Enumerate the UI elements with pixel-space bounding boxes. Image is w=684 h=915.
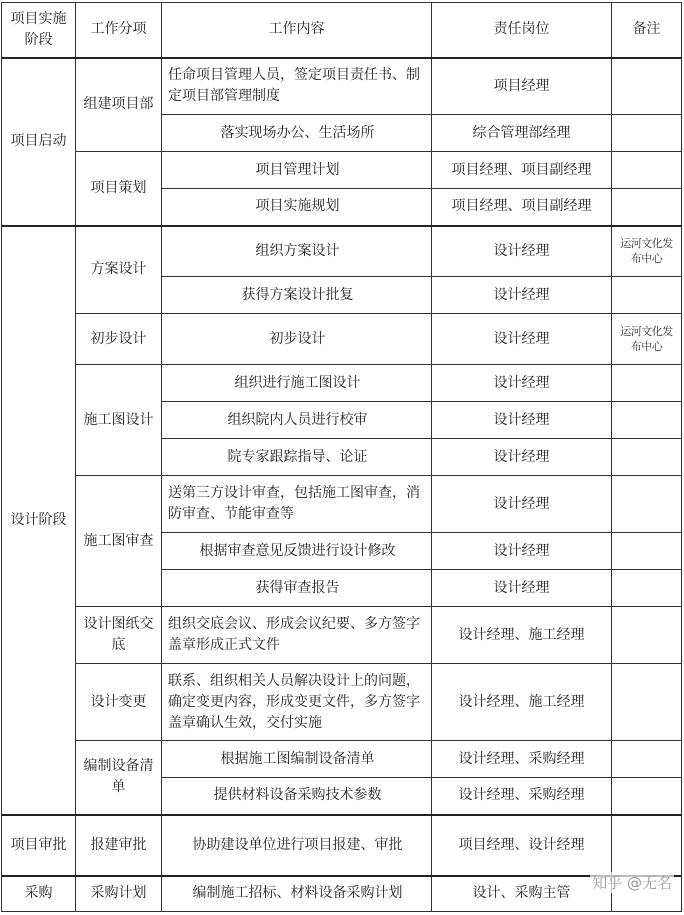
subitem-cell: 设计变更 [76, 664, 162, 741]
content-cell: 获得审查报告 [162, 570, 432, 607]
content-cell: 组织进行施工图设计 [162, 365, 432, 402]
note-cell [612, 115, 682, 152]
role-cell: 设计经理 [432, 277, 612, 314]
watermark: 知乎 @无名 [592, 874, 672, 892]
note-cell [612, 815, 682, 876]
note-cell [612, 58, 682, 115]
subitem-cell: 施工图设计 [76, 365, 162, 476]
table-row [2, 314, 682, 365]
header-row [2, 3, 682, 58]
content-cell: 项目管理计划 [162, 152, 432, 189]
work-breakdown-table [1, 2, 682, 912]
note-cell [612, 607, 682, 664]
role-cell: 设计经理 [432, 402, 612, 439]
content-cell: 根据施工图编制设备清单 [162, 741, 432, 778]
subitem-cell: 施工图审查 [76, 476, 162, 607]
content-cell: 联系、组织相关人员解决设计上的问题，确定变更内容，形成变更文件，多方签字盖章确认生效，交付实施 [162, 664, 432, 741]
role-cell: 设计经理、采购经理 [432, 741, 612, 778]
note-cell: 运河文化发布中心 [612, 226, 682, 277]
role-cell: 设计、采购主管 [432, 876, 612, 912]
content-cell: 院专家跟踪指导、论证 [162, 439, 432, 476]
stage-cell: 项目审批 [2, 815, 76, 876]
table-row [2, 664, 682, 741]
header-note: 备注 [612, 3, 682, 58]
role-cell: 设计经理、施工经理 [432, 607, 612, 664]
role-cell: 设计经理 [432, 439, 612, 476]
header-role: 责任岗位 [432, 3, 612, 58]
stage-cell: 项目启动 [2, 58, 76, 226]
table-row [2, 607, 682, 664]
content-cell: 项目实施规划 [162, 189, 432, 226]
note-cell [612, 152, 682, 189]
subitem-cell: 项目策划 [76, 152, 162, 226]
role-cell: 设计经理 [432, 476, 612, 533]
content-cell: 组织方案设计 [162, 226, 432, 277]
subitem-cell: 方案设计 [76, 226, 162, 314]
subitem-cell: 设计图纸交底 [76, 607, 162, 664]
subitem-cell: 编制设备清单 [76, 741, 162, 815]
content-cell: 组织交底会议、形成会议纪要、多方签字盖章形成正式文件 [162, 607, 432, 664]
role-cell: 项目经理、设计经理 [432, 815, 612, 876]
role-cell: 设计经理、施工经理 [432, 664, 612, 741]
content-cell: 送第三方设计审查，包括施工图审查，消防审查、节能审查等 [162, 476, 432, 533]
table-row [2, 152, 682, 189]
role-cell: 设计经理 [432, 314, 612, 365]
note-cell [612, 365, 682, 402]
table-row [2, 476, 682, 533]
role-cell: 项目经理、项目副经理 [432, 152, 612, 189]
stage-cell: 采购 [2, 876, 76, 912]
header-stage: 项目实施阶段 [2, 3, 76, 58]
header-content: 工作内容 [162, 3, 432, 58]
subitem-cell: 初步设计 [76, 314, 162, 365]
table-row [2, 815, 682, 876]
role-cell: 设计经理、采购经理 [432, 778, 612, 815]
role-cell: 设计经理 [432, 226, 612, 277]
content-cell: 根据审查意见反馈进行设计修改 [162, 533, 432, 570]
table-row [2, 365, 682, 402]
table-row [2, 226, 682, 277]
content-cell: 协助建设单位进行项目报建、审批 [162, 815, 432, 876]
note-cell [612, 533, 682, 570]
note-cell [612, 664, 682, 741]
content-cell: 初步设计 [162, 314, 432, 365]
subitem-cell: 组建项目部 [76, 58, 162, 152]
content-cell: 获得方案设计批复 [162, 277, 432, 314]
subitem-cell: 采购计划 [76, 876, 162, 912]
content-cell: 编制施工招标、材料设备采购计划 [162, 876, 432, 912]
note-cell [612, 402, 682, 439]
note-cell [612, 570, 682, 607]
role-cell: 设计经理 [432, 570, 612, 607]
note-cell [612, 439, 682, 476]
role-cell: 项目经理 [432, 58, 612, 115]
stage-cell: 设计阶段 [2, 226, 76, 815]
subitem-cell: 报建审批 [76, 815, 162, 876]
content-cell: 组织院内人员进行校审 [162, 402, 432, 439]
content-cell: 提供材料设备采购技术参数 [162, 778, 432, 815]
table-row [2, 741, 682, 778]
content-cell: 落实现场办公、生活场所 [162, 115, 432, 152]
table-row [2, 58, 682, 115]
content-cell: 任命项目管理人员，签定项目责任书、制定项目部管理制度 [162, 58, 432, 115]
role-cell: 综合管理部经理 [432, 115, 612, 152]
note-cell [612, 778, 682, 815]
note-cell [612, 476, 682, 533]
header-subitem: 工作分项 [76, 3, 162, 58]
role-cell: 设计经理 [432, 533, 612, 570]
table-row [2, 876, 682, 912]
role-cell: 设计经理 [432, 365, 612, 402]
role-cell: 项目经理、项目副经理 [432, 189, 612, 226]
note-cell [612, 277, 682, 314]
note-cell [612, 189, 682, 226]
note-cell [612, 741, 682, 778]
note-cell: 运河文化发布中心 [612, 314, 682, 365]
